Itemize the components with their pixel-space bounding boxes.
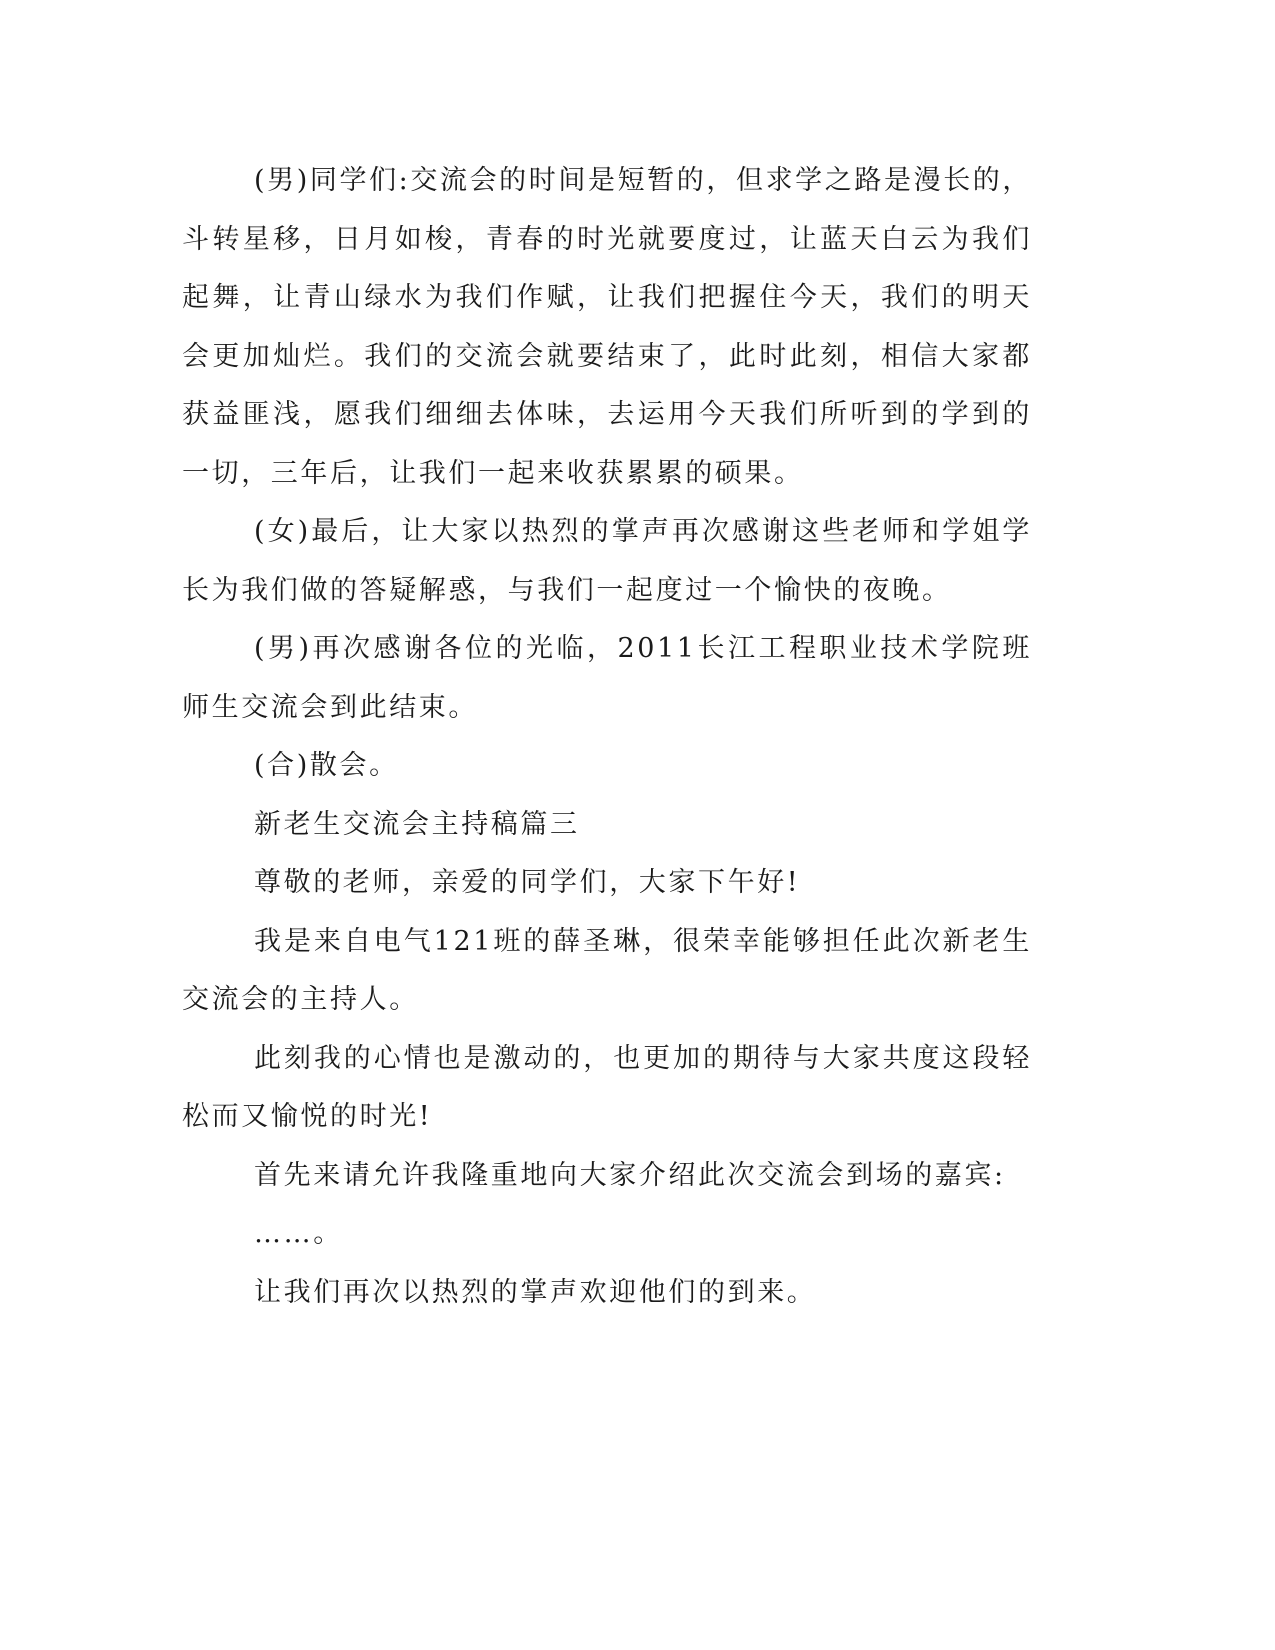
paragraph-welcome-applause: 让我们再次以热烈的掌声欢迎他们的到来。 (254, 1276, 817, 1308)
paragraph-feelings: 此刻我的心情也是激动的，也更加的期待与大家共度这段轻松而又愉悦的时光! (182, 1042, 1032, 1132)
paragraph-dismiss: (合)散会。 (254, 750, 399, 781)
section-heading: 新老生交流会主持稿篇三 (254, 808, 580, 840)
paragraph-self-introduction: 我是来自电气121班的薛圣琳，很荣幸能够担任此次新老生交流会的主持人。 (182, 925, 1032, 1015)
paragraph-closing-male: (男)同学们:交流会的时间是短暂的，但求学之路是漫长的，斗转星移，日月如梭，青春的时光就要度过，让蓝天白云为我们起舞，让青山绿水为我们作赋，让我们把握住今天，我们的明天会更加灿烂。我们的交流会就要结束了，此时此刻，相信大家都获益匪浅，愿我们细细去体味，去运用今天我们所听到的学到的一切，三年后，让我们一起来收获累累的硕果。 (182, 165, 1032, 489)
paragraph-ellipsis: ……。 (254, 1218, 343, 1249)
paragraph-greeting: 尊敬的老师，亲爱的同学们，大家下午好! (254, 867, 801, 898)
paragraph-thanks-male: (男)再次感谢各位的光临，2011长江工程职业技术学院班师生交流会到此结束。 (182, 633, 1032, 723)
paragraph-guest-intro: 首先来请允许我隆重地向大家介绍此次交流会到场的嘉宾: (254, 1159, 1006, 1191)
paragraph-closing-female: (女)最后，让大家以热烈的掌声再次感谢这些老师和学姐学长为我们做的答疑解惑，与我们一起度过一个愉快的夜晚。 (182, 516, 1032, 606)
document-body (182, 152, 1032, 1322)
